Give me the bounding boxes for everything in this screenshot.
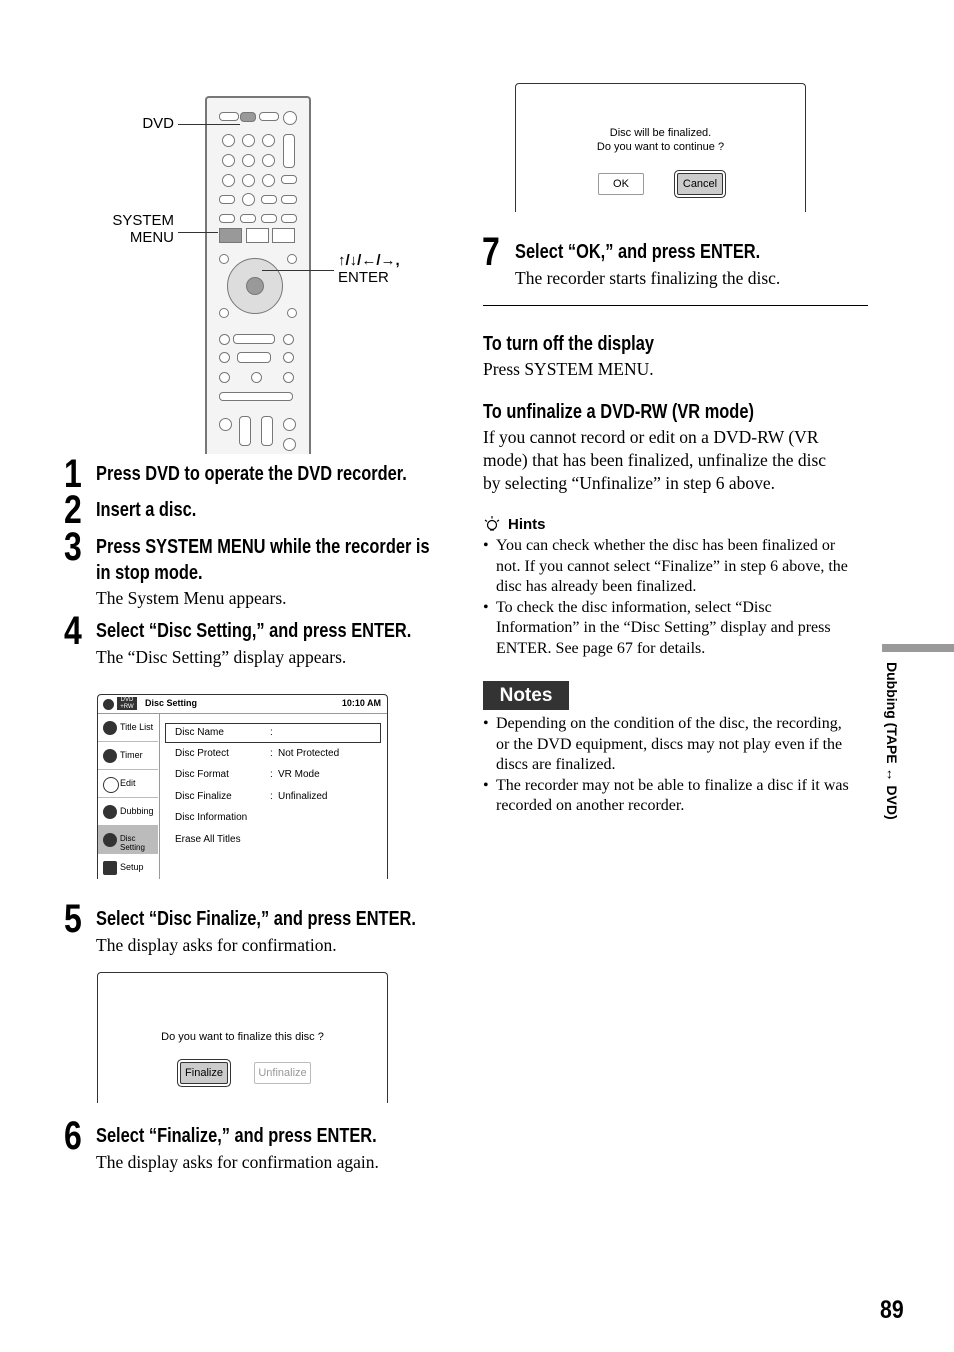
field-label-disc-information[interactable]: Disc Information [175,812,248,823]
step-4-number: 4 [64,609,82,653]
ok-confirm-screen [515,83,806,212]
menu-item-title-list[interactable]: Title List [98,714,158,742]
side-tab-bar [882,644,954,652]
step-5-number: 5 [64,897,82,941]
step-7-number: 7 [482,230,500,274]
menu-item-timer[interactable]: Timer [98,742,158,770]
step-1-number: 1 [64,452,82,496]
step-3-body: The System Menu appears. [96,588,287,608]
confirm-message: Disc will be finalized. Do you want to continue ? [596,127,725,153]
turn-off-body: Press SYSTEM MENU. [483,359,654,379]
note-item: • Depending on the condition of the disc, the recording, or the DVD equipment, discs may not play even if the discs are finalized. [483,714,878,776]
dvd-rw-badge: DVD +RW [117,697,137,710]
setup-icon [103,861,117,875]
hint-item: • You can check whether the disc has been finalized or not. If you cannot select “Finalize” in step 6 above, the disc has already been finalized. [483,536,878,598]
unfinalize-body: If you cannot record or edit on a DVD-RW (VR mode) that has been finalized, unfinalize the disc by selecting “Unfinalize” in step 6 above. [483,427,827,493]
unfinalize-heading: To unfinalize a DVD-RW (VR mode) [483,401,754,423]
scissors-icon [103,777,119,793]
step-7-body: The recorder starts finalizing the disc. [515,268,781,288]
menu-item-dubbing[interactable]: Dubbing [98,798,158,826]
remote-control-illustration [205,96,311,454]
field-label-erase-all-titles[interactable]: Erase All Titles [175,834,241,845]
menu-item-disc-setting[interactable]: Disc Setting [98,826,158,854]
ok-button[interactable]: OK [598,173,644,195]
unfinalize-button[interactable]: Unfinalize [254,1062,311,1084]
step-5-body: The display asks for confirmation. [96,935,337,955]
notes-list [483,714,878,817]
finalize-confirm-screen [97,972,388,1103]
screen-header [98,695,387,714]
field-label-disc-name[interactable]: Disc Name [175,727,224,738]
step-2-title: Insert a disc. [96,499,197,521]
notes-heading: Notes [483,681,569,710]
step-2-number: 2 [64,488,82,532]
dvd-button [240,112,256,122]
disc-icon [103,833,117,847]
turn-off-heading: To turn off the display [483,333,654,355]
field-label-disc-protect[interactable]: Disc Protect [175,748,229,759]
step-6-title: Select “Finalize,” and press ENTER. [96,1125,377,1147]
system-menu-callout: SYSTEM MENU [112,212,174,246]
hint-item: • To check the disc information, select “Disc Information” in the “Disc Setting” display and press ENTER. See page 67 for details. [483,598,878,660]
field-label-disc-format[interactable]: Disc Format [175,769,229,780]
enter-button [246,277,264,295]
step-4-title: Select “Disc Setting,” and press ENTER. [96,620,412,642]
step-4-body: The “Disc Setting” display appears. [96,647,347,667]
disc-setting-screen: DVD +RW Disc Setting 10:10 AM Title List Timer Edit Dubbing Disc Setting Setup Disc Name : Disc Protect : Not Protected Disc Format : VR Mode Disc Finalize : Unfinalized Disc Information Erase All Titles [97,694,388,879]
timer-icon [103,749,117,763]
step-7-title: Select “OK,” and press ENTER. [515,241,761,263]
field-value-disc-format: VR Mode [278,769,320,780]
lightbulb-icon [483,515,503,535]
system-menu-sidebar [98,714,160,879]
step-6-body: The display asks for confirmation again. [96,1152,379,1172]
side-tab-label: Dubbing (TAPE ↔ DVD) [884,662,900,820]
title-list-icon [103,721,117,735]
page-number: 89 [880,1296,904,1324]
finalize-question: Do you want to finalize this disc ? [161,1031,324,1043]
screen-title: Disc Setting [145,698,198,708]
system-menu-button [219,228,242,243]
step-5-title: Select “Disc Finalize,” and press ENTER. [96,908,416,930]
step-3-title: Press SYSTEM MENU while the recorder is in stop mode. [96,536,430,584]
section-divider [483,305,868,306]
menu-item-setup[interactable]: Setup [98,854,158,881]
hints-list [483,536,878,659]
step-3-number: 3 [64,525,82,569]
field-value-disc-finalize: Unfinalized [278,791,328,802]
cancel-button[interactable]: Cancel [677,173,723,195]
dubbing-icon [103,805,117,819]
step-1-title: Press DVD to operate the DVD recorder. [96,463,407,485]
step-6-number: 6 [64,1114,82,1158]
arrows-enter-callout: ↑/↓/←/→, ENTER [338,252,400,286]
field-value-disc-protect: Not Protected [278,748,340,759]
finalize-button[interactable]: Finalize [180,1062,228,1084]
screen-time: 10:10 AM [341,698,381,708]
field-label-disc-finalize[interactable]: Disc Finalize [175,791,232,802]
menu-item-edit[interactable]: Edit [98,770,158,798]
dvd-callout: DVD [142,115,174,132]
note-item: • The recorder may not be able to finalize a disc if it was recorded on another recorder. [483,776,878,817]
